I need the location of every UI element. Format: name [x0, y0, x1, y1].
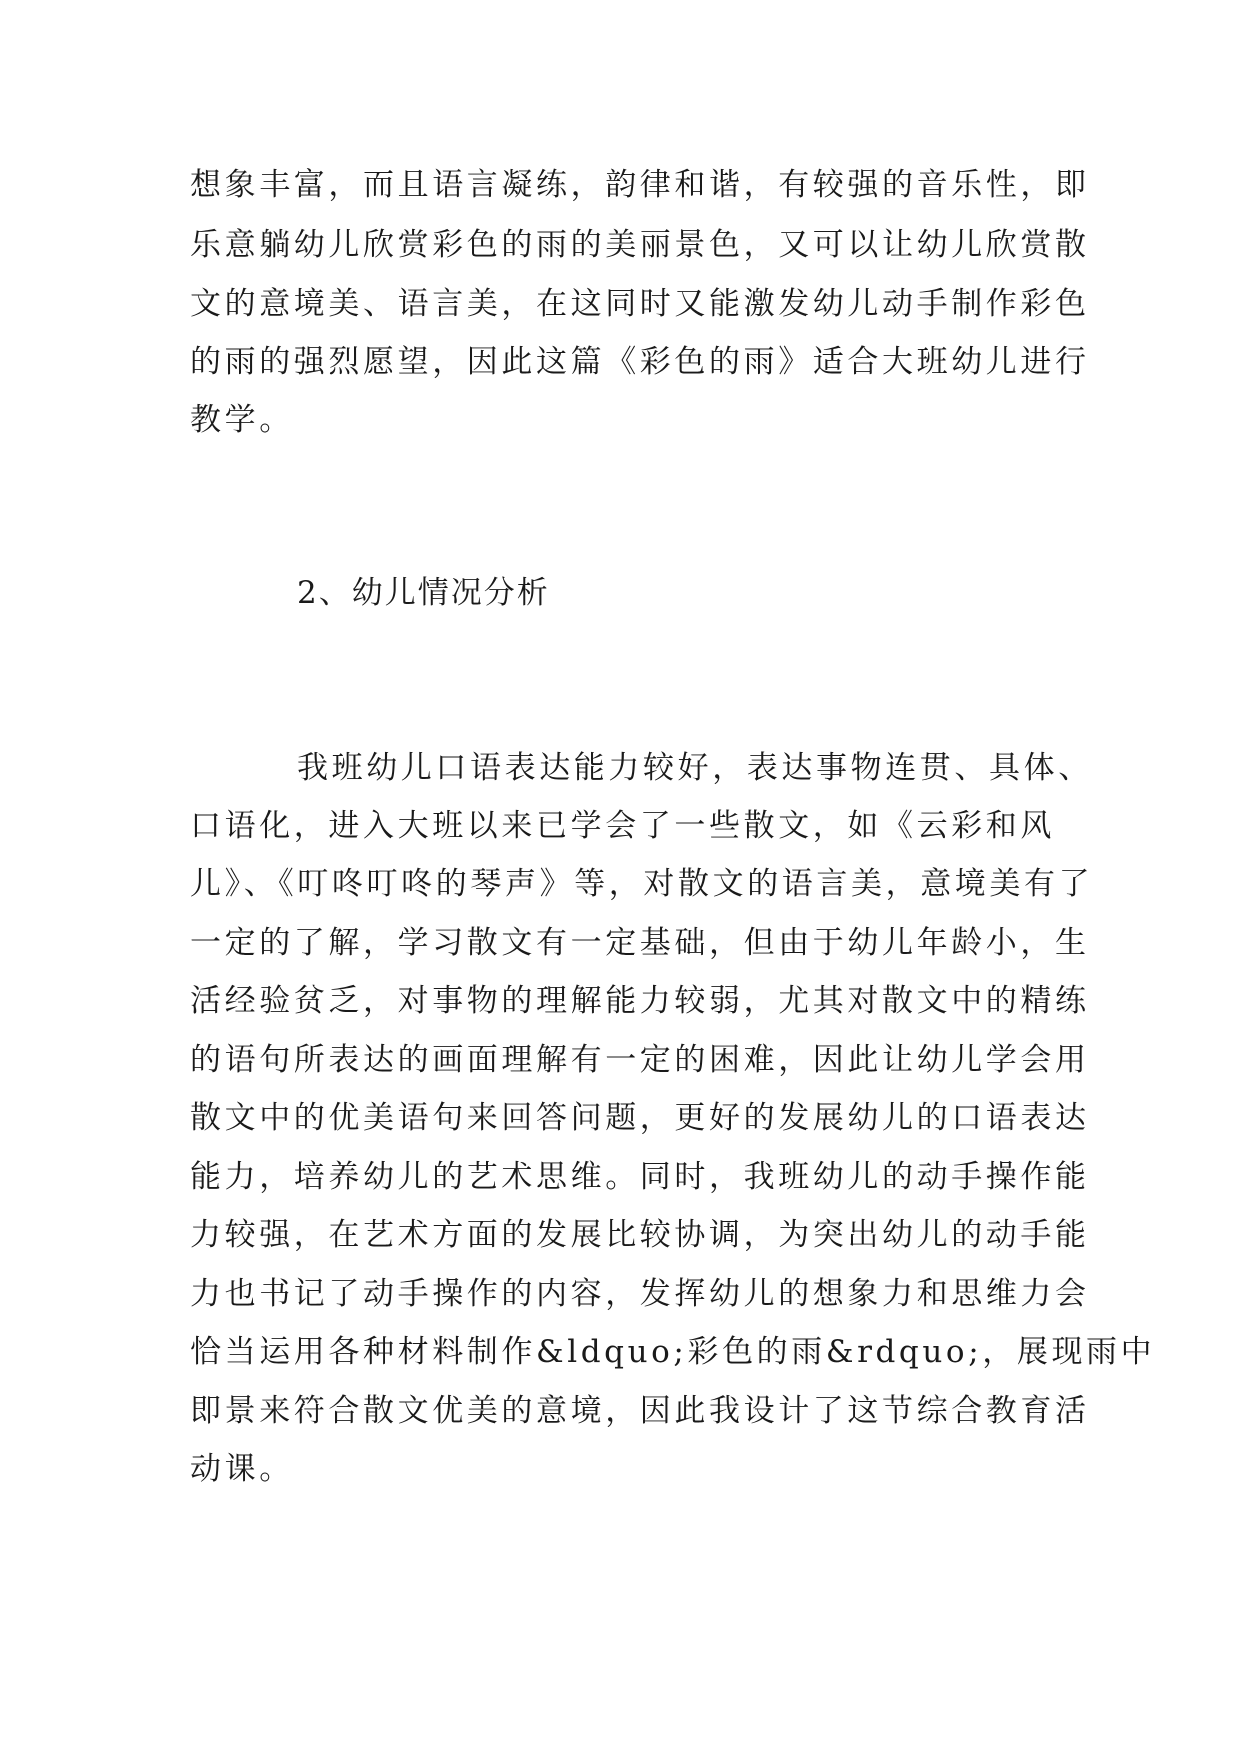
text-line: 儿》、《叮咚叮咚的琴声》等，对散文的语言美，意境美有了 — [190, 866, 1094, 902]
text-line: 乐意躺幼儿欣赏彩色的雨的美丽景色，又可以让幼儿欣赏散 — [190, 227, 1090, 263]
text-line: 我班幼儿口语表达能力较好，表达事物连贯、具体、 — [297, 750, 1093, 786]
text-line: 想象丰富，而且语言凝练，韵律和谐，有较强的音乐性，即 — [190, 167, 1090, 203]
text-line: 文的意境美、语言美，在这同时又能激发幼儿动手制作彩色 — [190, 286, 1090, 322]
text-line: 散文中的优美语句来回答问题，更好的发展幼儿的口语表达 — [190, 1100, 1090, 1136]
text-line: 口语化，进入大班以来已学会了一些散文，如《云彩和风 — [190, 808, 1055, 844]
text-line: 的雨的强烈愿望，因此这篇《彩色的雨》适合大班幼儿进行 — [190, 344, 1090, 380]
section-heading: 2、幼儿情况分析 — [297, 575, 550, 611]
text-line: 力也书记了动手操作的内容，发挥幼儿的想象力和思维力会 — [190, 1276, 1090, 1312]
text-line: 力较强，在艺术方面的发展比较协调，为突出幼儿的动手能 — [190, 1217, 1090, 1253]
text-line: 能力，培养幼儿的艺术思维。同时，我班幼儿的动手操作能 — [190, 1159, 1090, 1195]
text-line: 的语句所表达的画面理解有一定的困难，因此让幼儿学会用 — [190, 1042, 1090, 1078]
text-line: 一定的了解，学习散文有一定基础，但由于幼儿年龄小，生 — [190, 925, 1090, 961]
text-line: 活经验贫乏，对事物的理解能力较弱，尤其对散文中的精练 — [190, 983, 1090, 1019]
text-line: 恰当运用各种材料制作&ldquo;彩色的雨&rdquo;，展现雨中 — [190, 1334, 1156, 1370]
text-line: 即景来符合散文优美的意境，因此我设计了这节综合教育活 — [190, 1393, 1090, 1429]
text-line: 动课。 — [190, 1451, 294, 1487]
text-line: 教学。 — [190, 402, 294, 438]
